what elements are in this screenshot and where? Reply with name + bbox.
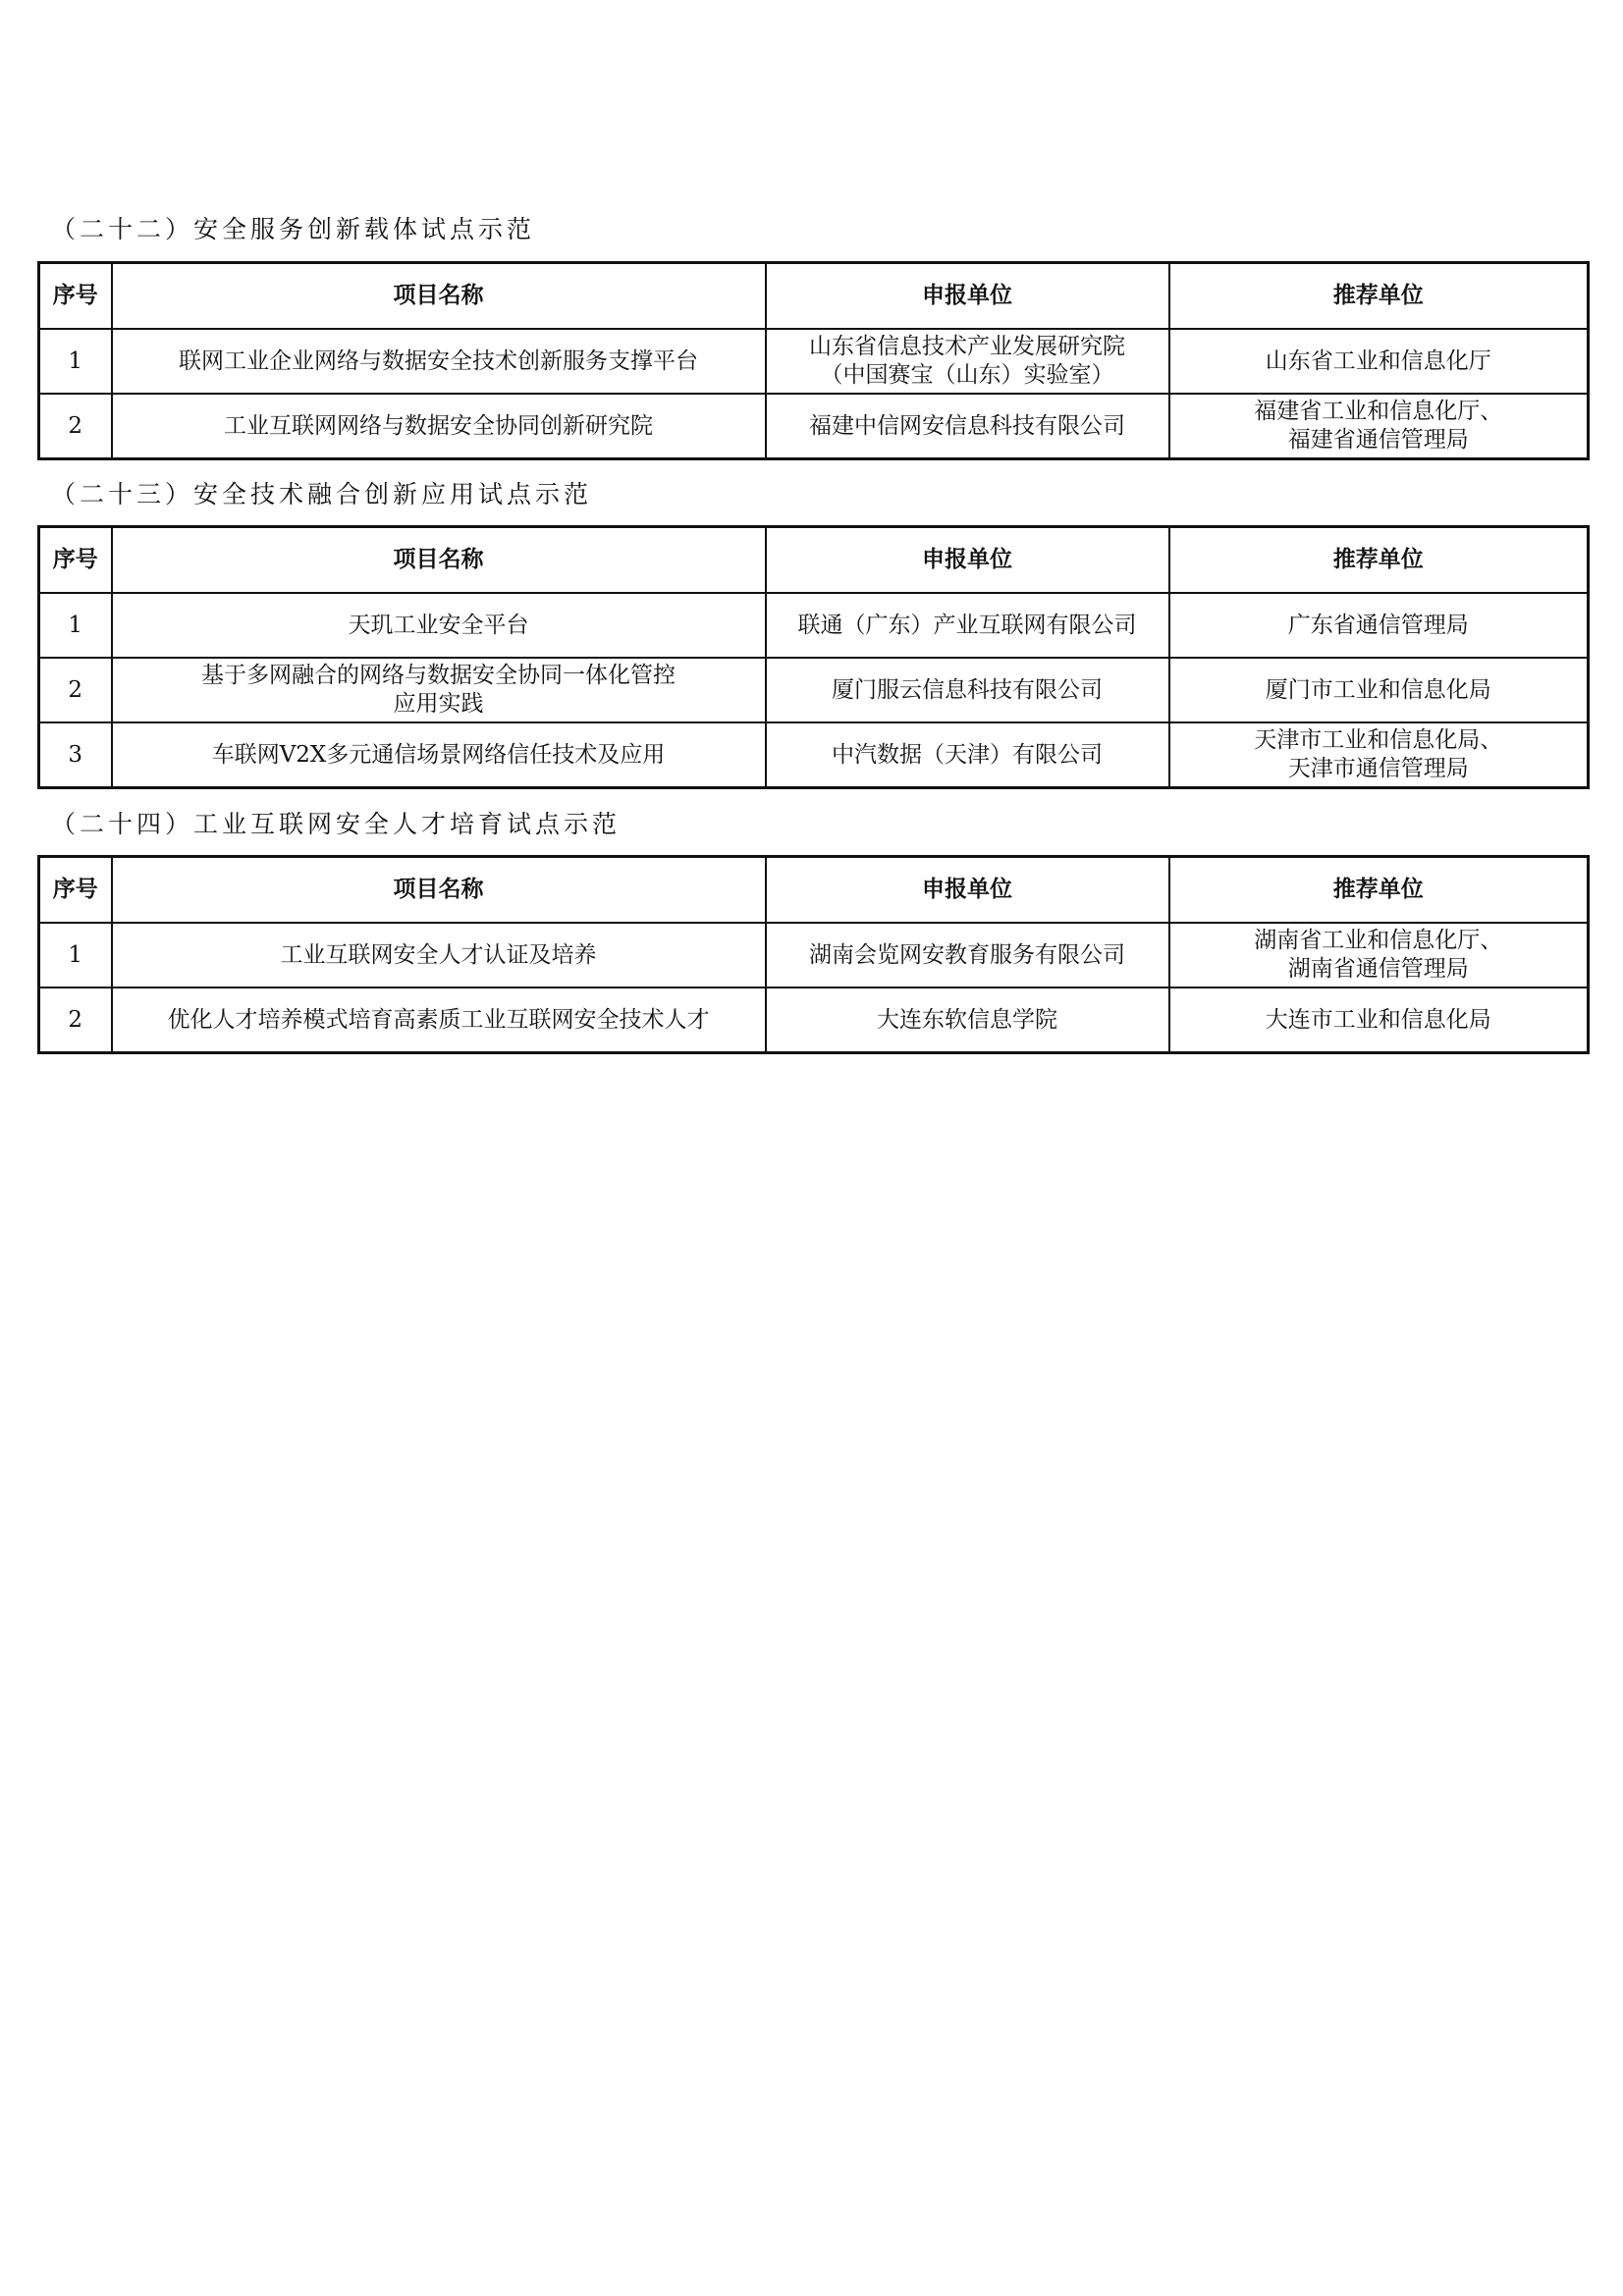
header-recommender: 推荐单位: [1169, 263, 1589, 330]
cell-no: 2: [39, 658, 112, 722]
header-recommender: 推荐单位: [1169, 857, 1589, 924]
cell-applicant: 山东省信息技术产业发展研究院 （中国赛宝（山东）实验室）: [766, 329, 1169, 394]
cell-no: 2: [39, 394, 112, 459]
cell-no: 3: [39, 722, 112, 788]
cell-applicant: 厦门服云信息科技有限公司: [766, 658, 1169, 722]
table-section-24: [37, 855, 1590, 1054]
table-row: [39, 923, 1589, 988]
cell-recommender: 山东省工业和信息化厅: [1169, 329, 1589, 394]
cell-recommender: 厦门市工业和信息化局: [1169, 658, 1589, 722]
table-section-23: [37, 525, 1590, 789]
table-section-22: [37, 261, 1590, 460]
header-project: 项目名称: [112, 527, 766, 594]
header-project: 项目名称: [112, 857, 766, 924]
cell-applicant: 福建中信网安信息科技有限公司: [766, 394, 1169, 459]
table-header-row: [39, 857, 1589, 924]
cell-project: 工业互联网安全人才认证及培养: [112, 923, 766, 988]
cell-project: 天玑工业安全平台: [112, 593, 766, 658]
cell-applicant: 中汽数据（天津）有限公司: [766, 722, 1169, 788]
header-no: 序号: [39, 857, 112, 924]
header-no: 序号: [39, 527, 112, 594]
table-header-row: [39, 263, 1589, 330]
table-row: [39, 593, 1589, 658]
cell-recommender: 福建省工业和信息化厅、 福建省通信管理局: [1169, 394, 1589, 459]
table-row: [39, 988, 1589, 1053]
section-title-22: （二十二）安全服务创新载体试点示范: [51, 215, 536, 243]
section-title-24: （二十四）工业互联网安全人才培育试点示范: [51, 810, 622, 838]
section-title-23: （二十三）安全技术融合创新应用试点示范: [51, 480, 593, 508]
cell-recommender: 大连市工业和信息化局: [1169, 988, 1589, 1053]
cell-project: 基于多网融合的网络与数据安全协同一体化管控 应用实践: [112, 658, 766, 722]
cell-no: 2: [39, 988, 112, 1053]
cell-no: 1: [39, 593, 112, 658]
cell-project: 车联网V2X多元通信场景网络信任技术及应用: [112, 722, 766, 788]
table-row: [39, 329, 1589, 394]
cell-applicant: 大连东软信息学院: [766, 988, 1169, 1053]
header-project: 项目名称: [112, 263, 766, 330]
table-row: [39, 722, 1589, 788]
cell-project: 优化人才培养模式培育高素质工业互联网安全技术人才: [112, 988, 766, 1053]
cell-no: 1: [39, 923, 112, 988]
cell-project: 联网工业企业网络与数据安全技术创新服务支撑平台: [112, 329, 766, 394]
cell-applicant: 湖南会览网安教育服务有限公司: [766, 923, 1169, 988]
table-row: [39, 658, 1589, 722]
cell-recommender: 湖南省工业和信息化厅、 湖南省通信管理局: [1169, 923, 1589, 988]
cell-recommender: 天津市工业和信息化局、 天津市通信管理局: [1169, 722, 1589, 788]
table-row: [39, 394, 1589, 459]
cell-no: 1: [39, 329, 112, 394]
cell-recommender: 广东省通信管理局: [1169, 593, 1589, 658]
header-recommender: 推荐单位: [1169, 527, 1589, 594]
header-applicant: 申报单位: [766, 263, 1169, 330]
header-applicant: 申报单位: [766, 857, 1169, 924]
header-no: 序号: [39, 263, 112, 330]
table-header-row: [39, 527, 1589, 594]
cell-applicant: 联通（广东）产业互联网有限公司: [766, 593, 1169, 658]
cell-project: 工业互联网网络与数据安全协同创新研究院: [112, 394, 766, 459]
header-applicant: 申报单位: [766, 527, 1169, 594]
